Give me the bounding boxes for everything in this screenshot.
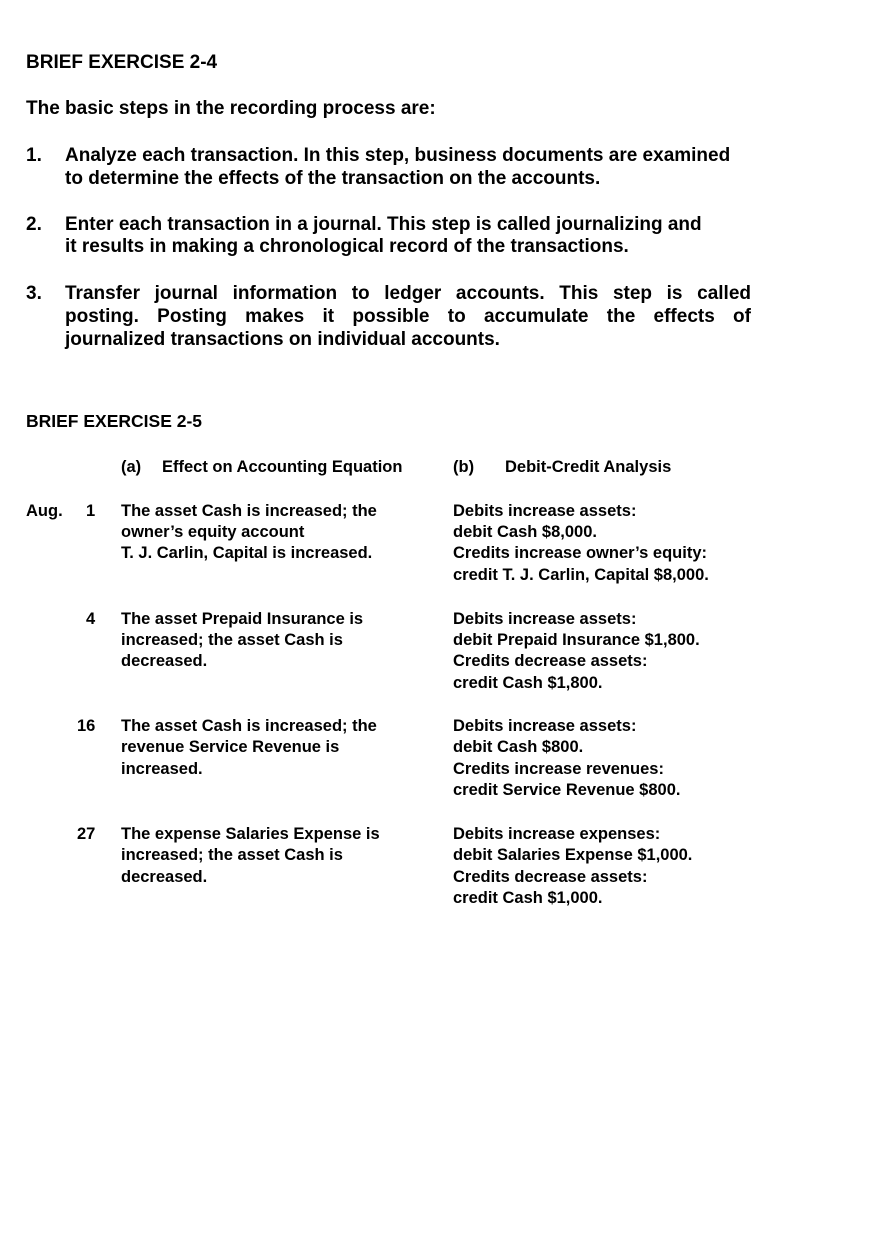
analysis-line: Credits decrease assets:: [453, 868, 648, 886]
analysis-line: Debits increase assets:: [453, 717, 637, 735]
col-a-letter: (a): [121, 458, 142, 476]
analysis-line: credit T. J. Carlin, Capital $8,000.: [453, 566, 709, 584]
step-text-line: journalized transactions on individual accounts.: [65, 329, 500, 350]
effect-line: The asset Cash is increased; the: [121, 717, 377, 735]
step-text-line: it results in making a chronological record of the transactions.: [65, 236, 629, 257]
be24-heading: BRIEF EXERCISE 2-4: [26, 52, 218, 73]
day-label: 1: [86, 502, 96, 520]
analysis-line: credit Cash $1,800.: [453, 674, 603, 692]
step-text-line: Analyze each transaction. In this step, business documents are examined: [65, 145, 731, 166]
col-a-title: Effect on Accounting Equation: [162, 458, 403, 476]
effect-line: decreased.: [121, 652, 208, 670]
analysis-line: Credits decrease assets:: [453, 652, 648, 670]
analysis-line: debit Cash $800.: [453, 738, 584, 756]
step-number: 1.: [26, 145, 42, 166]
effect-line: The asset Prepaid Insurance is: [121, 610, 364, 628]
effect-line: The expense Salaries Expense is: [121, 825, 380, 843]
day-label: 27: [77, 825, 96, 843]
effect-line: T. J. Carlin, Capital is increased.: [121, 544, 373, 562]
effect-line: revenue Service Revenue is: [121, 738, 340, 756]
be25-heading: BRIEF EXERCISE 2-5: [26, 411, 203, 431]
step-number: 3.: [26, 283, 42, 304]
analysis-line: Credits increase owner’s equity:: [453, 544, 708, 562]
analysis-line: Debits increase assets:: [453, 502, 637, 520]
analysis-line: credit Service Revenue $800.: [453, 781, 681, 799]
effect-line: increased; the asset Cash is: [121, 631, 343, 649]
analysis-line: Debits increase expenses:: [453, 825, 661, 843]
step-text-line: to determine the effects of the transaction on the accounts.: [65, 168, 601, 189]
day-label: 4: [86, 610, 96, 628]
step-text-line: Transfer journal information to ledger accounts. This step is called: [65, 283, 751, 304]
analysis-line: debit Salaries Expense $1,000.: [453, 846, 693, 864]
analysis-line: Debits increase assets:: [453, 610, 637, 628]
analysis-line: Credits increase revenues:: [453, 760, 664, 778]
analysis-line: debit Cash $8,000.: [453, 523, 597, 541]
analysis-line: credit Cash $1,000.: [453, 889, 603, 907]
effect-line: decreased.: [121, 868, 208, 886]
col-b-title: Debit-Credit Analysis: [505, 458, 672, 476]
step-text-line: posting. Posting makes it possible to accumulate the effects of: [65, 306, 751, 327]
effect-line: increased; the asset Cash is: [121, 846, 343, 864]
col-b-letter: (b): [453, 458, 475, 476]
effect-line: The asset Cash is increased; the: [121, 502, 377, 520]
step-number: 2.: [26, 214, 42, 235]
analysis-line: debit Prepaid Insurance $1,800.: [453, 631, 700, 649]
month-label: Aug.: [26, 502, 63, 520]
effect-line: increased.: [121, 760, 203, 778]
be24-intro: The basic steps in the recording process are:: [26, 98, 436, 119]
day-label: 16: [77, 717, 96, 735]
effect-line: owner’s equity account: [121, 523, 305, 541]
step-text-line: Enter each transaction in a journal. This step is called journalizing and: [65, 214, 702, 235]
